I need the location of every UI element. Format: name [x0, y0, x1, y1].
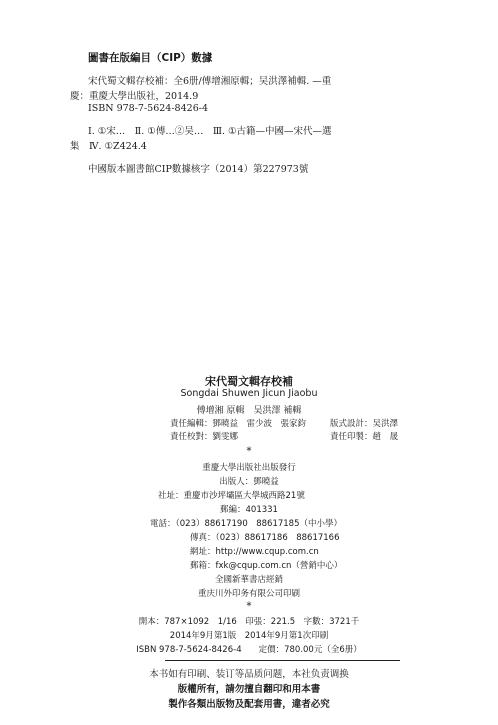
separator-asterisk-2: *	[246, 601, 252, 612]
separator-asterisk: *	[246, 446, 252, 457]
email: 郵箱：fxk@cqup.com.cn（營銷中心）	[190, 561, 343, 571]
book-title: 宋代蜀文輯存校補	[205, 375, 293, 388]
responsible-editor: 責任編輯：鄧曉益 雷少波 張家鈞	[170, 419, 307, 429]
publisher-address: 社址：重慶市沙坪壩區大學城西路21號	[158, 491, 305, 501]
responsible-proofreader: 責任校對：劉雯娜	[170, 432, 239, 442]
website: 網址：http://www.cqup.com.cn	[190, 547, 319, 557]
book-title-romanized: Songdai Shuwen Jicun Jiaobu	[180, 388, 318, 399]
cip-record-number: 中國版本圖書館CIP數據核字（2014）第227973號	[88, 164, 309, 175]
distributor: 全國新華書店經銷	[214, 575, 283, 585]
quality-notice: 本书如有印刷、装订等品质问题，本社负责调换	[149, 669, 349, 680]
cip-heading: 圖書在版編目（CIP）數據	[88, 52, 213, 64]
compilers: 傅增湘 原輯 吴洪澤 補輯	[196, 406, 302, 416]
format-info: 開本：787×1092 1/16 印張：221.5 字數：3721千	[138, 617, 360, 627]
cip-title-line: 宋代蜀文輯存校補：全6册/傅增湘原輯；吴洪澤補輯. —重	[88, 76, 332, 87]
layout-designer: 版式設計：吴洪澤	[330, 419, 399, 429]
postcode: 郵編：401331	[220, 505, 278, 515]
responsible-printing: 責任印製：趙 晟	[330, 432, 399, 442]
cip-isbn: ISBN 978-7-5624-8426-4	[88, 103, 208, 114]
publisher: 重慶大學出版社出版發行	[202, 463, 296, 473]
isbn-price: ISBN 978-7-5624-8426-4 定價：780.00元（全6册）	[136, 645, 362, 655]
cip-publisher-line: 慶：重慶大學出版社，2014.9	[70, 91, 199, 102]
copyright-notice: 版權所有，請勿擅自翻印和用本書	[177, 684, 321, 695]
fax: 傳真：（023）88617186 88617166	[190, 533, 340, 543]
divider-rule	[165, 660, 400, 661]
phone: 電話：（023）88617190 88617185（中小學）	[150, 519, 343, 529]
printer: 重庆川外印务有限公司印刷	[197, 589, 300, 599]
cip-subject-line-2: 集 Ⅳ. ①Z424.4	[70, 141, 147, 152]
publisher-person: 出版人：鄧曉益	[219, 477, 279, 487]
edition-info: 2014年9月第1版 2014年9月第1次印刷	[169, 631, 329, 641]
piracy-warning: 製作各類出版物及配套用書，違者必究	[168, 699, 330, 710]
cip-subject-line: Ⅰ. ①宋… Ⅱ. ①傅…②吴… Ⅲ. ①古籍—中國—宋代—選	[88, 126, 332, 137]
